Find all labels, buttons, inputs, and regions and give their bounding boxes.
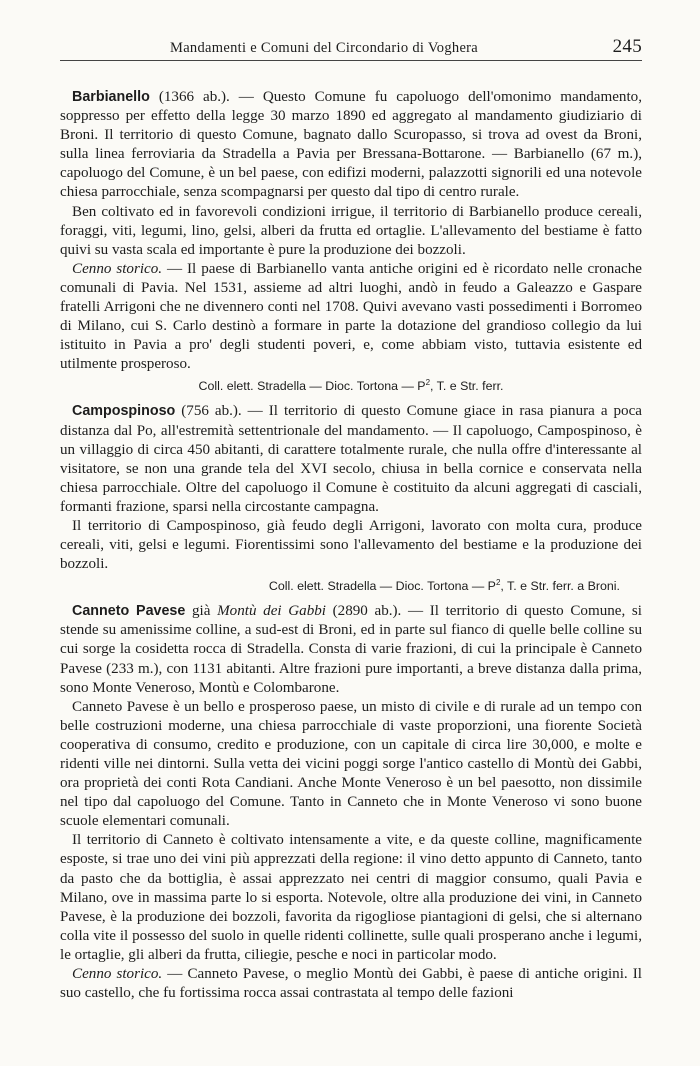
historical-note [60, 965, 642, 1003]
entry-alt-name: Montù dei Gabbi [217, 603, 326, 620]
entry-intro [60, 88, 642, 203]
electoral-info [60, 378, 642, 394]
running-header [60, 36, 642, 58]
entry-barbianello [60, 88, 642, 394]
entry-heading: Barbianello [72, 89, 150, 105]
electoral-info-b: , T. e Str. ferr. [430, 379, 504, 394]
historical-note-label: Cenno storico. [72, 966, 163, 983]
historical-note-text: — Il paese di Barbianello vanta antiche origini ed è ricordato nelle cronache comunali di Pavia. Nel 1531, assieme ad altri luoghi, andò in feudo a Galeazzo e Gaspare fratelli Arrigoni che ne divennero conti nel 1708. Quivi avevano vasti possedimenti i Borromeo di Milano, cui S. Carlo destinò a formare in parte la dotazione del grandioso collegio da lui istituito in Pavia a pro' degli studenti poveri, e, come abbiam visto, tuttavia esistente ed utilmente prosperoso. [60, 260, 642, 373]
page-number: 245 [612, 36, 642, 57]
entry-paragraph: Ben coltivato ed in favorevoli condizioni irrigue, il territorio di Barbianello produce cereali, foraggi, viti, legumi, lino, gelsi, alberi da frutta ed ortaglie. L'allevamento del bestiame è fatto quivi su vasta scala ed importante è pure la produzione dei bozzoli. [60, 203, 642, 258]
entry-canneto-pavese [60, 602, 642, 1003]
electoral-info [60, 578, 642, 594]
page-body [60, 88, 642, 1003]
entry-campospinoso [60, 402, 642, 594]
entry-heading: Campospinoso [72, 403, 176, 420]
electoral-info-sup: 2 [425, 378, 431, 388]
entry-intro [60, 402, 642, 517]
historical-note-label: Cenno storico. [72, 260, 163, 277]
entry-heading: Canneto Pavese [72, 603, 186, 620]
running-title: Mandamenti e Comuni del Circondario di Voghera [170, 40, 479, 56]
electoral-info-a: Coll. elett. Stradella — Dioc. Tortona — P [268, 579, 496, 594]
entry-paragraph: Canneto Pavese è un bello e prosperoso paese, un misto di civile e di rurale ad un tempo con belle costruzioni moderne, una chiesa parrocchiale di vaste proporzioni, una fiorente Società cooperativa di consumo, credito e produzione, con un capitale di circa lire 30,000, e molte e ridenti ville nei dintorni. Sulla vetta dei vicini poggi sorge l'antico castello di Montù dei Gabbi, ora proprietà dei conti Rota Candiani. Anche Monte Veneroso è un bel paesotto, non dissimile nel tipo dal capoluogo del Comune. Tanto in Canneto che in Monte Veneroso vi sono buone scuole elementari comunali. [60, 698, 642, 830]
electoral-info-a: Coll. elett. Stradella — Dioc. Tortona — P [198, 379, 426, 394]
entry-intro-text: (2890 ab.). — Il territorio di questo Comune, si stende su amenissime colline, a sud-est di Broni, ed in parte sul fianco di quelle belle colline su cui sorge la cosidetta rocca di Stradella. Consta di varie frazioni, di cui la principale è Canneto Pavese (233 m.), con 1131 abitanti. Altre frazioni pure importanti, a breve distanza dalla prima, sono Monte Veneroso, Montù e Colombarone. [60, 603, 642, 696]
entry-intro-text: (756 ab.). — Il territorio di questo Comune giace in rasa pianura a poca distanza dal Po, all'estremità settentrionale del mandamento. — Il capoluogo, Campospinoso, è un villaggio di circa 450 abitanti, di carattere totalmente rurale, che nulla offre d'interessante al visitatore, se non una grande tela del XVI secolo, chiusa in bella cornice e conservata nella chiesa parrocchiale. Oltre del capoluogo il Comune è costituito da alcuni aggregati di casciali, formanti frazione, sparsi nella circostante campagna. [60, 403, 642, 515]
entry-intro [60, 602, 642, 697]
historical-note-text: — Canneto Pavese, o meglio Montù dei Gabbi, è paese di antiche origini. Il suo castello, che fu fortissima rocca assai contrastata al tempo delle fazioni [60, 966, 642, 1002]
electoral-info-b: , T. e Str. ferr. a Broni. [500, 579, 620, 594]
header-rule [60, 60, 642, 61]
historical-note [60, 260, 642, 375]
entry-gia: già [185, 603, 218, 620]
entry-intro-text: (1366 ab.). — Questo Comune fu capoluogo dell'omonimo mandamento, soppresso per effetto della legge 30 marzo 1890 ed aggregato al mandamento giudiziario di Broni. Il territorio di questo Comune, bagnato dallo Scuropasso, si trova ad ovest da Broni, sulla linea ferroviaria da Stradella a Pavia per Bressana-Bottarone. — Barbianello (67 m.), capoluogo del Comune, è un bel paese, con edifizi moderni, palazzotti signorili ed una notevole chiesa parrocchiale, senza scompagnarsi per questo dal tipo di centro rurale. [60, 89, 642, 201]
entry-paragraph: Il territorio di Campospinoso, già feudo degli Arrigoni, lavorato con molta cura, produce cereali, viti, gelsi e legumi. Fiorentissimi sono l'allevamento del bestiame e la produzione dei bozzoli. [60, 517, 642, 573]
entry-paragraph: Il territorio di Canneto è coltivato intensamente a vite, e da queste colline, magnificamente esposte, si trae uno dei vini più apprezzati della regione: il vino detto appunto di Canneto, tanto da pasto che da bottiglia, è assai apprezzato nei centri di maggior consumo, quali Pavia e Milano, ove in massima parte lo si esporta. Notevole, oltre alla produzione dei vini, in Canneto Pavese, è la produzione dei bozzoli, favorita da rigogliose piantagioni di gelsi, che si alternano colla vite il possesso del suolo in quelle ridenti collinette, sulle quali prosperano anche i legumi, le ortaglie, gli alberi da frutta, ciliegie, pesche e noci in particolar modo. [60, 832, 642, 963]
electoral-info-sup: 2 [495, 578, 501, 588]
